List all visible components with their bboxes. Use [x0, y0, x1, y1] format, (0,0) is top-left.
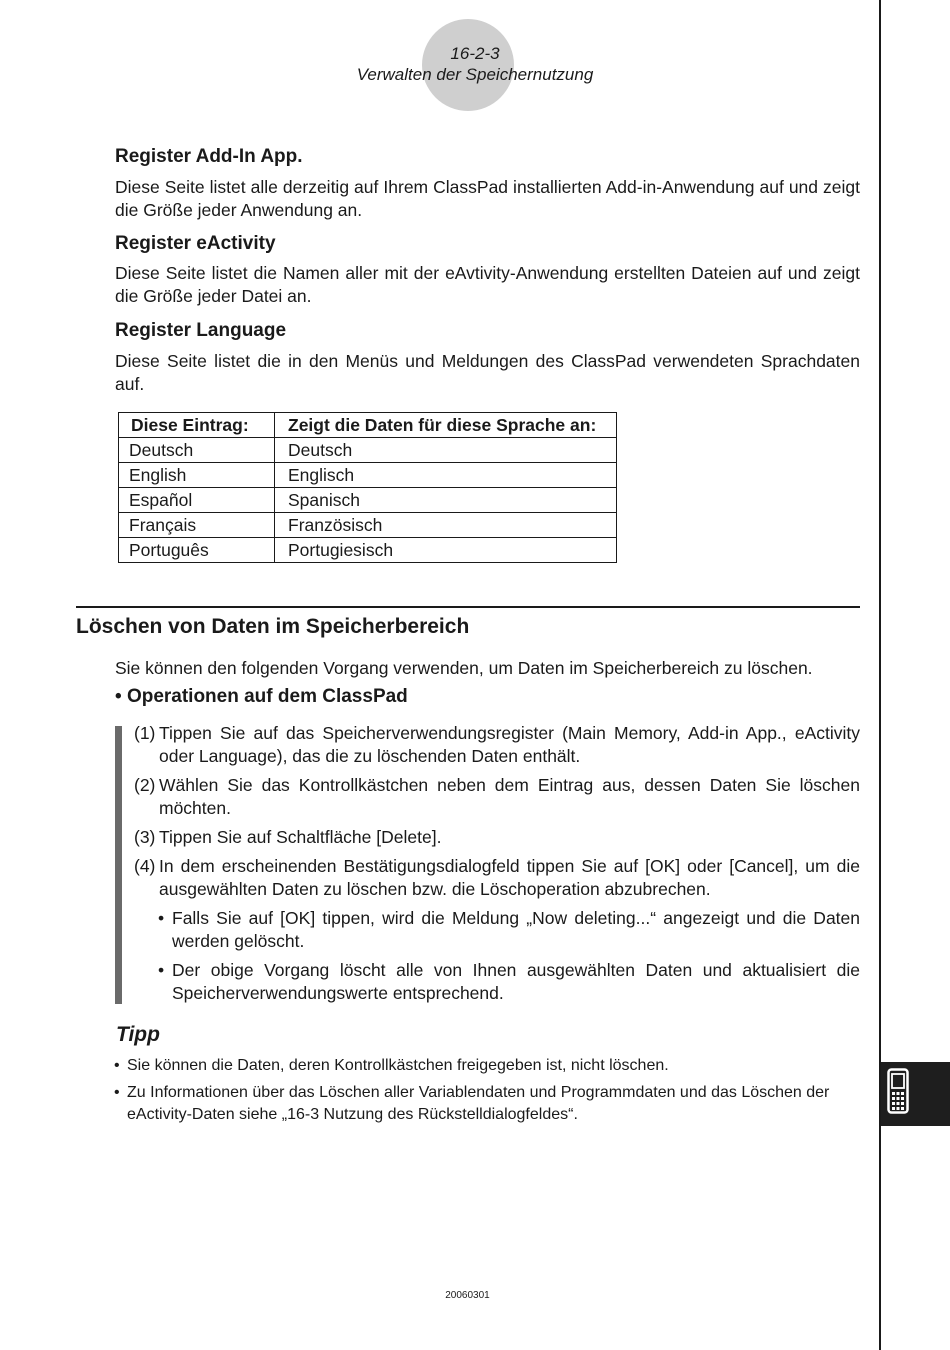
table-cell: English — [119, 463, 275, 488]
tipp-heading: Tipp — [116, 1023, 160, 1046]
step-item — [134, 855, 860, 901]
table-row — [119, 488, 617, 513]
footer-code: 20060301 — [445, 1290, 490, 1301]
table-header-cell: Zeigt die Daten für diese Sprache an: — [275, 413, 617, 438]
operations-heading-text: Operationen auf dem ClassPad — [126, 686, 408, 707]
page-number: 16-2-3 — [450, 44, 500, 63]
table-row — [119, 463, 617, 488]
table-cell: Französisch — [275, 513, 617, 538]
bullet-icon: • — [115, 686, 122, 707]
right-margin-rule — [879, 0, 881, 1350]
step-number: (3) — [134, 827, 156, 847]
table-cell: Englisch — [275, 463, 617, 488]
table-header-row — [119, 413, 617, 438]
section-divider — [76, 606, 860, 608]
section-title-delete: Löschen von Daten im Speicherbereich — [76, 615, 470, 638]
sub-bullet-item — [158, 959, 860, 1005]
operations-heading — [115, 686, 408, 708]
table-cell: Deutsch — [119, 438, 275, 463]
tip-item — [114, 1055, 860, 1077]
bullet-icon: • — [158, 908, 165, 928]
step-text: In dem erscheinenden Bestätigungsdialogfeld tippen Sie auf [OK] oder [Cancel], um die ausgewählten Daten zu löschen bzw. die Löschoperation abzubrechen. — [159, 856, 860, 899]
table-cell: Portugiesisch — [275, 538, 617, 563]
table-row — [119, 513, 617, 538]
bullet-icon: • — [114, 1057, 120, 1074]
step-text: Wählen Sie das Kontrollkästchen neben dem Eintrag aus, dessen Daten Sie löschen möchten. — [159, 775, 860, 818]
table-cell: Español — [119, 488, 275, 513]
chapter-title: Verwalten der Speichernutzung — [356, 65, 594, 84]
sub-bullet-text: Falls Sie auf [OK] tippen, wird die Meldung „Now deleting...“ angezeigt und die Daten werden gelöscht. — [172, 908, 860, 951]
section-text-eactivity: Diese Seite listet die Namen aller mit der eAvtivity-Anwendung erstellten Dateien auf und zeigt die Größe jeder Datei an. — [115, 263, 860, 306]
section-text-addin: Diese Seite listet alle derzeitig auf Ihrem ClassPad installierten Add-in-Anwendung auf und zeigt die Größe jeder Anwendung an. — [115, 177, 860, 220]
tip-item — [114, 1082, 860, 1126]
bullet-icon: • — [114, 1084, 120, 1101]
table-cell: Deutsch — [275, 438, 617, 463]
chapter-side-tab — [881, 1062, 950, 1126]
step-item — [134, 826, 860, 849]
table-cell: Português — [119, 538, 275, 563]
section-heading-language: Register Language — [115, 320, 287, 341]
tip-text: Sie können die Daten, deren Kontrollkästchen freigegeben ist, nicht löschen. — [127, 1057, 669, 1074]
section-heading-addin: Register Add-In App. — [115, 146, 303, 167]
table-header-cell: Diese Eintrag: — [119, 413, 275, 438]
bullet-icon: • — [158, 960, 165, 980]
step-text: Tippen Sie auf Schaltfläche [Delete]. — [159, 827, 442, 847]
step-item — [134, 722, 860, 768]
step-text: Tippen Sie auf das Speicherverwendungsregister (Main Memory, Add-in App., eActivity oder Language), das die zu löschenden Daten enthält. — [159, 723, 860, 766]
sub-bullet-item — [158, 907, 860, 953]
section-text-language: Diese Seite listet die in den Menüs und Meldungen des ClassPad verwendeten Sprachdaten auf. — [115, 351, 860, 394]
table-row — [119, 438, 617, 463]
table-row — [119, 538, 617, 563]
table-cell: Spanisch — [275, 488, 617, 513]
language-table — [118, 412, 617, 563]
step-number: (1) — [134, 723, 156, 743]
calculator-icon — [887, 1068, 909, 1114]
delete-intro: Sie können den folgenden Vorgang verwenden, um Daten im Speicherbereich zu löschen. — [115, 658, 813, 678]
section-heading-eactivity: Register eActivity — [115, 233, 276, 254]
step-number: (2) — [134, 775, 156, 795]
step-item — [134, 774, 860, 820]
step-number: (4) — [134, 856, 156, 876]
table-cell: Français — [119, 513, 275, 538]
tip-text: Zu Informationen über das Löschen aller Variablendaten und Programmdaten und das Löschen der eActivity-Daten siehe „16-3 Nutzung des Rückstelldialogfeldes“. — [127, 1084, 830, 1123]
sub-bullet-text: Der obige Vorgang löscht alle von Ihnen ausgewählten Daten und aktualisiert die Speicherverwendungswerte entsprechend. — [172, 960, 860, 1003]
procedure-marker-bar — [115, 726, 122, 1004]
